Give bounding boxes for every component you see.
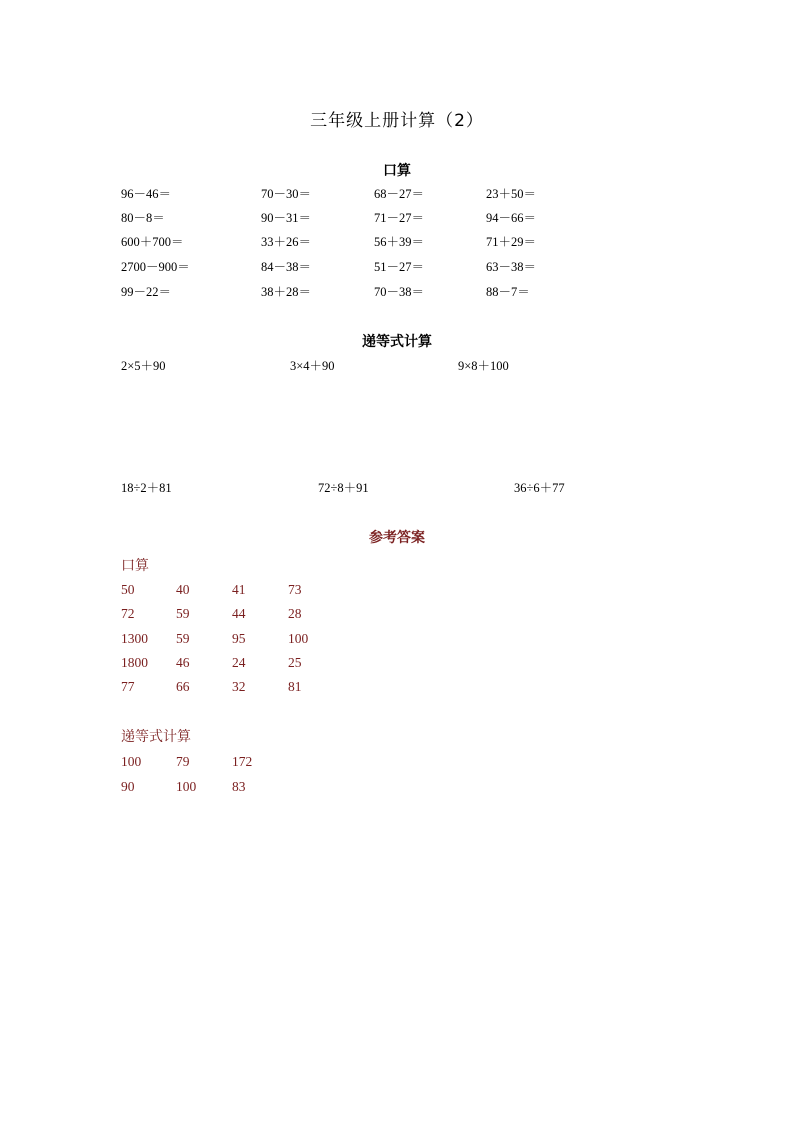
- oral-problem: 70－38＝: [374, 285, 425, 299]
- answer-value: 41: [232, 582, 246, 597]
- answer-value: 28: [288, 606, 302, 621]
- answer-value: 1300: [121, 631, 148, 646]
- stepwise-problem: 3×4＋90: [290, 359, 335, 373]
- oral-heading: 口算: [383, 163, 411, 179]
- oral-problem: 63－38＝: [486, 260, 537, 274]
- oral-problem: 33＋26＝: [261, 235, 312, 249]
- answer-value: 72: [121, 606, 135, 621]
- oral-problem: 23＋50＝: [486, 187, 537, 201]
- answer-value: 100: [288, 631, 309, 646]
- answer-value: 77: [121, 679, 135, 694]
- answer-value: 32: [232, 679, 246, 694]
- answer-value: 73: [288, 582, 302, 597]
- oral-problem: 80－8＝: [121, 211, 165, 225]
- oral-problem: 51－27＝: [374, 260, 425, 274]
- answer-value: 59: [176, 606, 190, 621]
- answer-value: 79: [176, 754, 190, 769]
- answer-value: 95: [232, 631, 246, 646]
- oral-problem: 99－22＝: [121, 285, 172, 299]
- answer-value: 172: [232, 754, 253, 769]
- answer-value: 83: [232, 779, 246, 794]
- answer-value: 66: [176, 679, 190, 694]
- page-title: 三年级上册计算（2）: [310, 111, 484, 131]
- stepwise-problem: 9×8＋100: [458, 359, 509, 373]
- oral-problem: 90－31＝: [261, 211, 312, 225]
- answer-value: 100: [176, 779, 197, 794]
- oral-problem: 70－30＝: [261, 187, 312, 201]
- oral-problem: 88－7＝: [486, 285, 530, 299]
- answer-value: 24: [232, 655, 246, 670]
- oral-problem: 2700－900＝: [121, 260, 190, 274]
- answer-value: 81: [288, 679, 302, 694]
- stepwise-problem: 18÷2＋81: [121, 481, 172, 495]
- oral-problem: 71－27＝: [374, 211, 425, 225]
- answers-heading: 参考答案: [369, 530, 425, 546]
- answer-value: 50: [121, 582, 135, 597]
- stepwise-problem: 36÷6＋77: [514, 481, 565, 495]
- oral-problem: 84－38＝: [261, 260, 312, 274]
- oral-problem: 71＋29＝: [486, 235, 537, 249]
- answer-value: 40: [176, 582, 190, 597]
- answer-value: 46: [176, 655, 190, 670]
- answer-value: 100: [121, 754, 142, 769]
- stepwise-heading: 递等式计算: [362, 334, 432, 350]
- answer-value: 25: [288, 655, 302, 670]
- stepwise-problem: 72÷8＋91: [318, 481, 369, 495]
- oral-problem: 56＋39＝: [374, 235, 425, 249]
- oral-problem: 600＋700＝: [121, 235, 184, 249]
- answers-oral-heading: 口算: [121, 558, 149, 574]
- answer-value: 90: [121, 779, 135, 794]
- answer-value: 44: [232, 606, 246, 621]
- stepwise-problem: 2×5＋90: [121, 359, 166, 373]
- answer-value: 59: [176, 631, 190, 646]
- oral-problem: 94－66＝: [486, 211, 537, 225]
- oral-problem: 96－46＝: [121, 187, 172, 201]
- answers-stepwise-heading: 递等式计算: [121, 729, 191, 745]
- oral-problem: 38＋28＝: [261, 285, 312, 299]
- answer-value: 1800: [121, 655, 148, 670]
- oral-problem: 68－27＝: [374, 187, 425, 201]
